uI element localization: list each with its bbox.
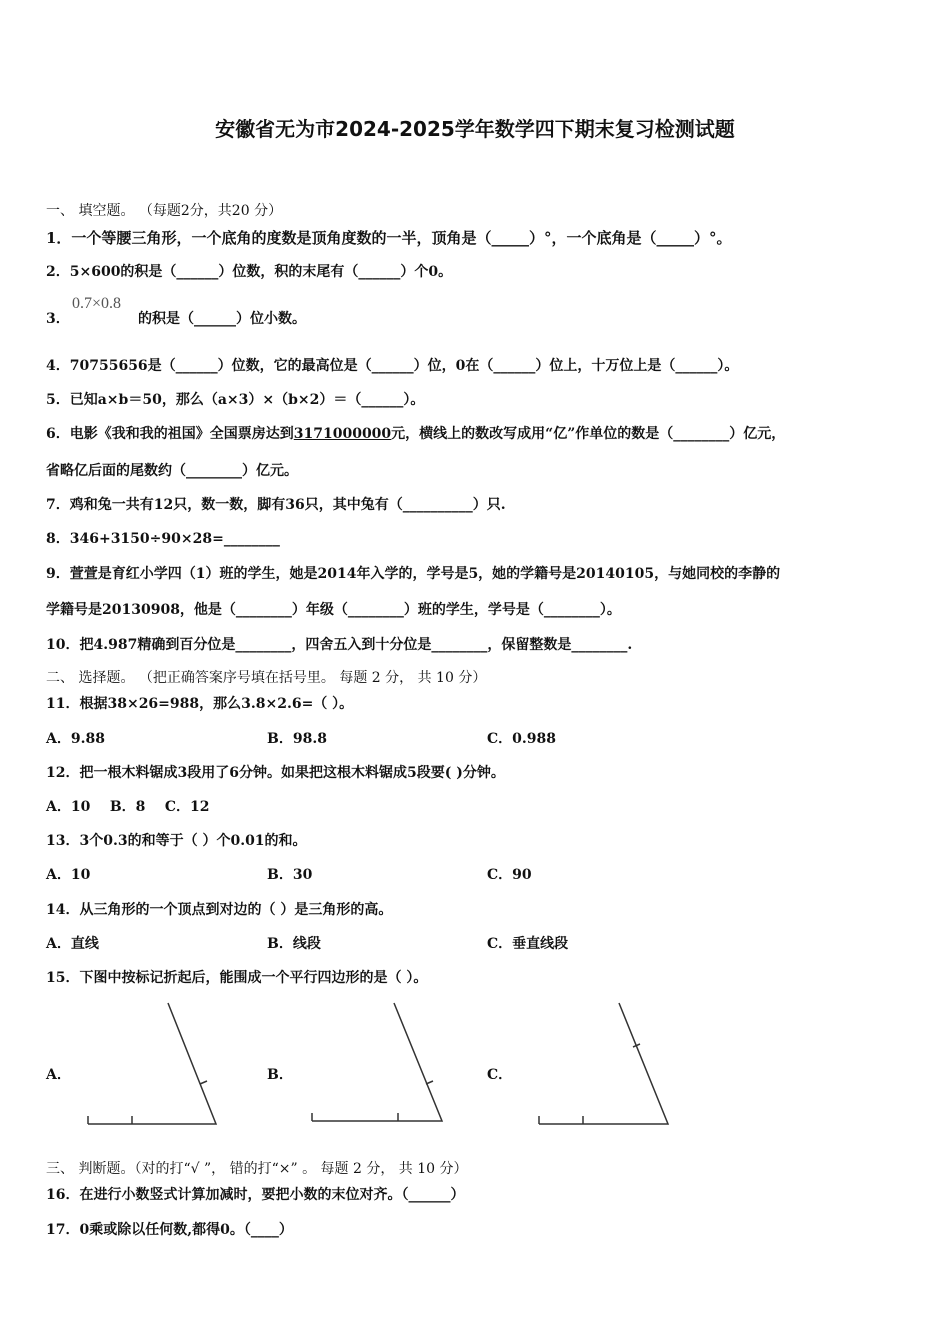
question-6-part-b: 元，横线上的数改写成用“亿”作单位的数是（________）亿元，	[391, 426, 786, 442]
q14-option-a: A．直线	[46, 936, 99, 952]
question-3-number: 3．	[46, 311, 70, 327]
question-12: 12．把一根木料锯成3段用了6分钟。如果把这根木料锯成5段要( )分钟。	[46, 765, 505, 781]
q15-figure-c	[539, 1003, 668, 1124]
question-11: 11．根据38×26=988，那么3.8×2.6=（ ）。	[46, 696, 354, 712]
question-16: 16．在进行小数竖式计算加减时，要把小数的末位对齐。（______）	[46, 1187, 465, 1203]
question-9: 9．萱萱是育红小学四（1）班的学生，她是2014年入学的，学号是5，她的学籍号是20140105，与她同校的李静的	[46, 566, 781, 582]
q15-figure-a	[88, 1003, 216, 1124]
q13-option-c: C．90	[487, 867, 532, 883]
q15-figure-b	[312, 1003, 442, 1121]
q15-option-b: B．	[267, 1067, 293, 1083]
page-title: 安徽省无为市2024-2025学年数学四下期末复习检测试题	[215, 117, 735, 141]
q11-option-c: C．0.988	[487, 731, 556, 747]
figure-c-lines	[539, 1003, 668, 1124]
question-2: 2．5×600的积是（______）位数，积的末尾有（______）个0。	[46, 264, 453, 280]
figure-b-lines	[312, 1003, 442, 1121]
question-7: 7．鸡和兔一共有12只，数一数，脚有36只，其中兔有（__________）只.	[46, 497, 506, 513]
question-10: 10．把4.987精确到百分位是________，四舍五入到十分位是________，保留整数是________.	[46, 637, 633, 653]
q11-option-b: B．98.8	[267, 731, 327, 747]
q14-option-c: C．垂直线段	[487, 936, 569, 952]
question-1: 1．一个等腰三角形，一个底角的度数是顶角度数的一半，顶角是（_____）°，一个底角是（_____）°。	[46, 229, 732, 247]
q11-option-a: A．9.88	[46, 731, 105, 747]
q12-options: A．10 B．8 C．12	[46, 799, 210, 815]
question-13: 13．3个0.3的和等于（ ）个0.01的和。	[46, 833, 307, 849]
figure-a-lines	[88, 1003, 216, 1124]
question-6-part-a: 6．电影《我和我的祖国》全国票房达到	[46, 426, 294, 442]
question-9-continued: 学籍号是20130908，他是（________）年级（________）班的学生，学号是（________）。	[46, 602, 621, 618]
q13-option-a: A．10	[46, 867, 91, 883]
question-3-math: 0.7×0.8	[72, 295, 122, 312]
q15-option-c: C．	[487, 1067, 513, 1083]
question-15: 15．下图中按标记折起后，能围成一个平行四边形的是（ ）。	[46, 970, 428, 986]
section-heading-fill-in: 一、 填空题。 （每题2分，共20 分）	[46, 203, 283, 219]
question-17: 17．0乘或除以任何数,都得0。（____）	[46, 1222, 293, 1238]
q14-option-b: B．线段	[267, 936, 321, 952]
section-heading-judgement: 三、 判断题。（对的打“√ ”， 错的打“×” 。 每题 2 分， 共 10 分）	[46, 1161, 468, 1177]
question-3-text: 的积是（______）位小数。	[138, 311, 306, 327]
question-14: 14．从三角形的一个顶点到对边的（ ）是三角形的高。	[46, 902, 393, 918]
question-6-continued: 省略亿后面的尾数约（________）亿元。	[46, 463, 298, 479]
figure-a-fold-mark-side	[200, 1081, 207, 1084]
q13-option-b: B．30	[267, 867, 313, 883]
question-5: 5．已知a×b＝50，那么（a×3）×（b×2）＝（______）。	[46, 392, 425, 408]
q15-option-a: A．	[46, 1067, 71, 1083]
section-heading-choice: 二、 选择题。 （把正确答案序号填在括号里。 每题 2 分， 共 10 分）	[46, 670, 487, 686]
question-6-number: 3171000000	[293, 426, 392, 442]
question-4: 4．70755656是（______）位数，它的最高位是（______）位，0在（______）位上，十万位上是（______）。	[46, 358, 739, 374]
question-8: 8．346+3150÷90×28=________	[46, 531, 280, 547]
